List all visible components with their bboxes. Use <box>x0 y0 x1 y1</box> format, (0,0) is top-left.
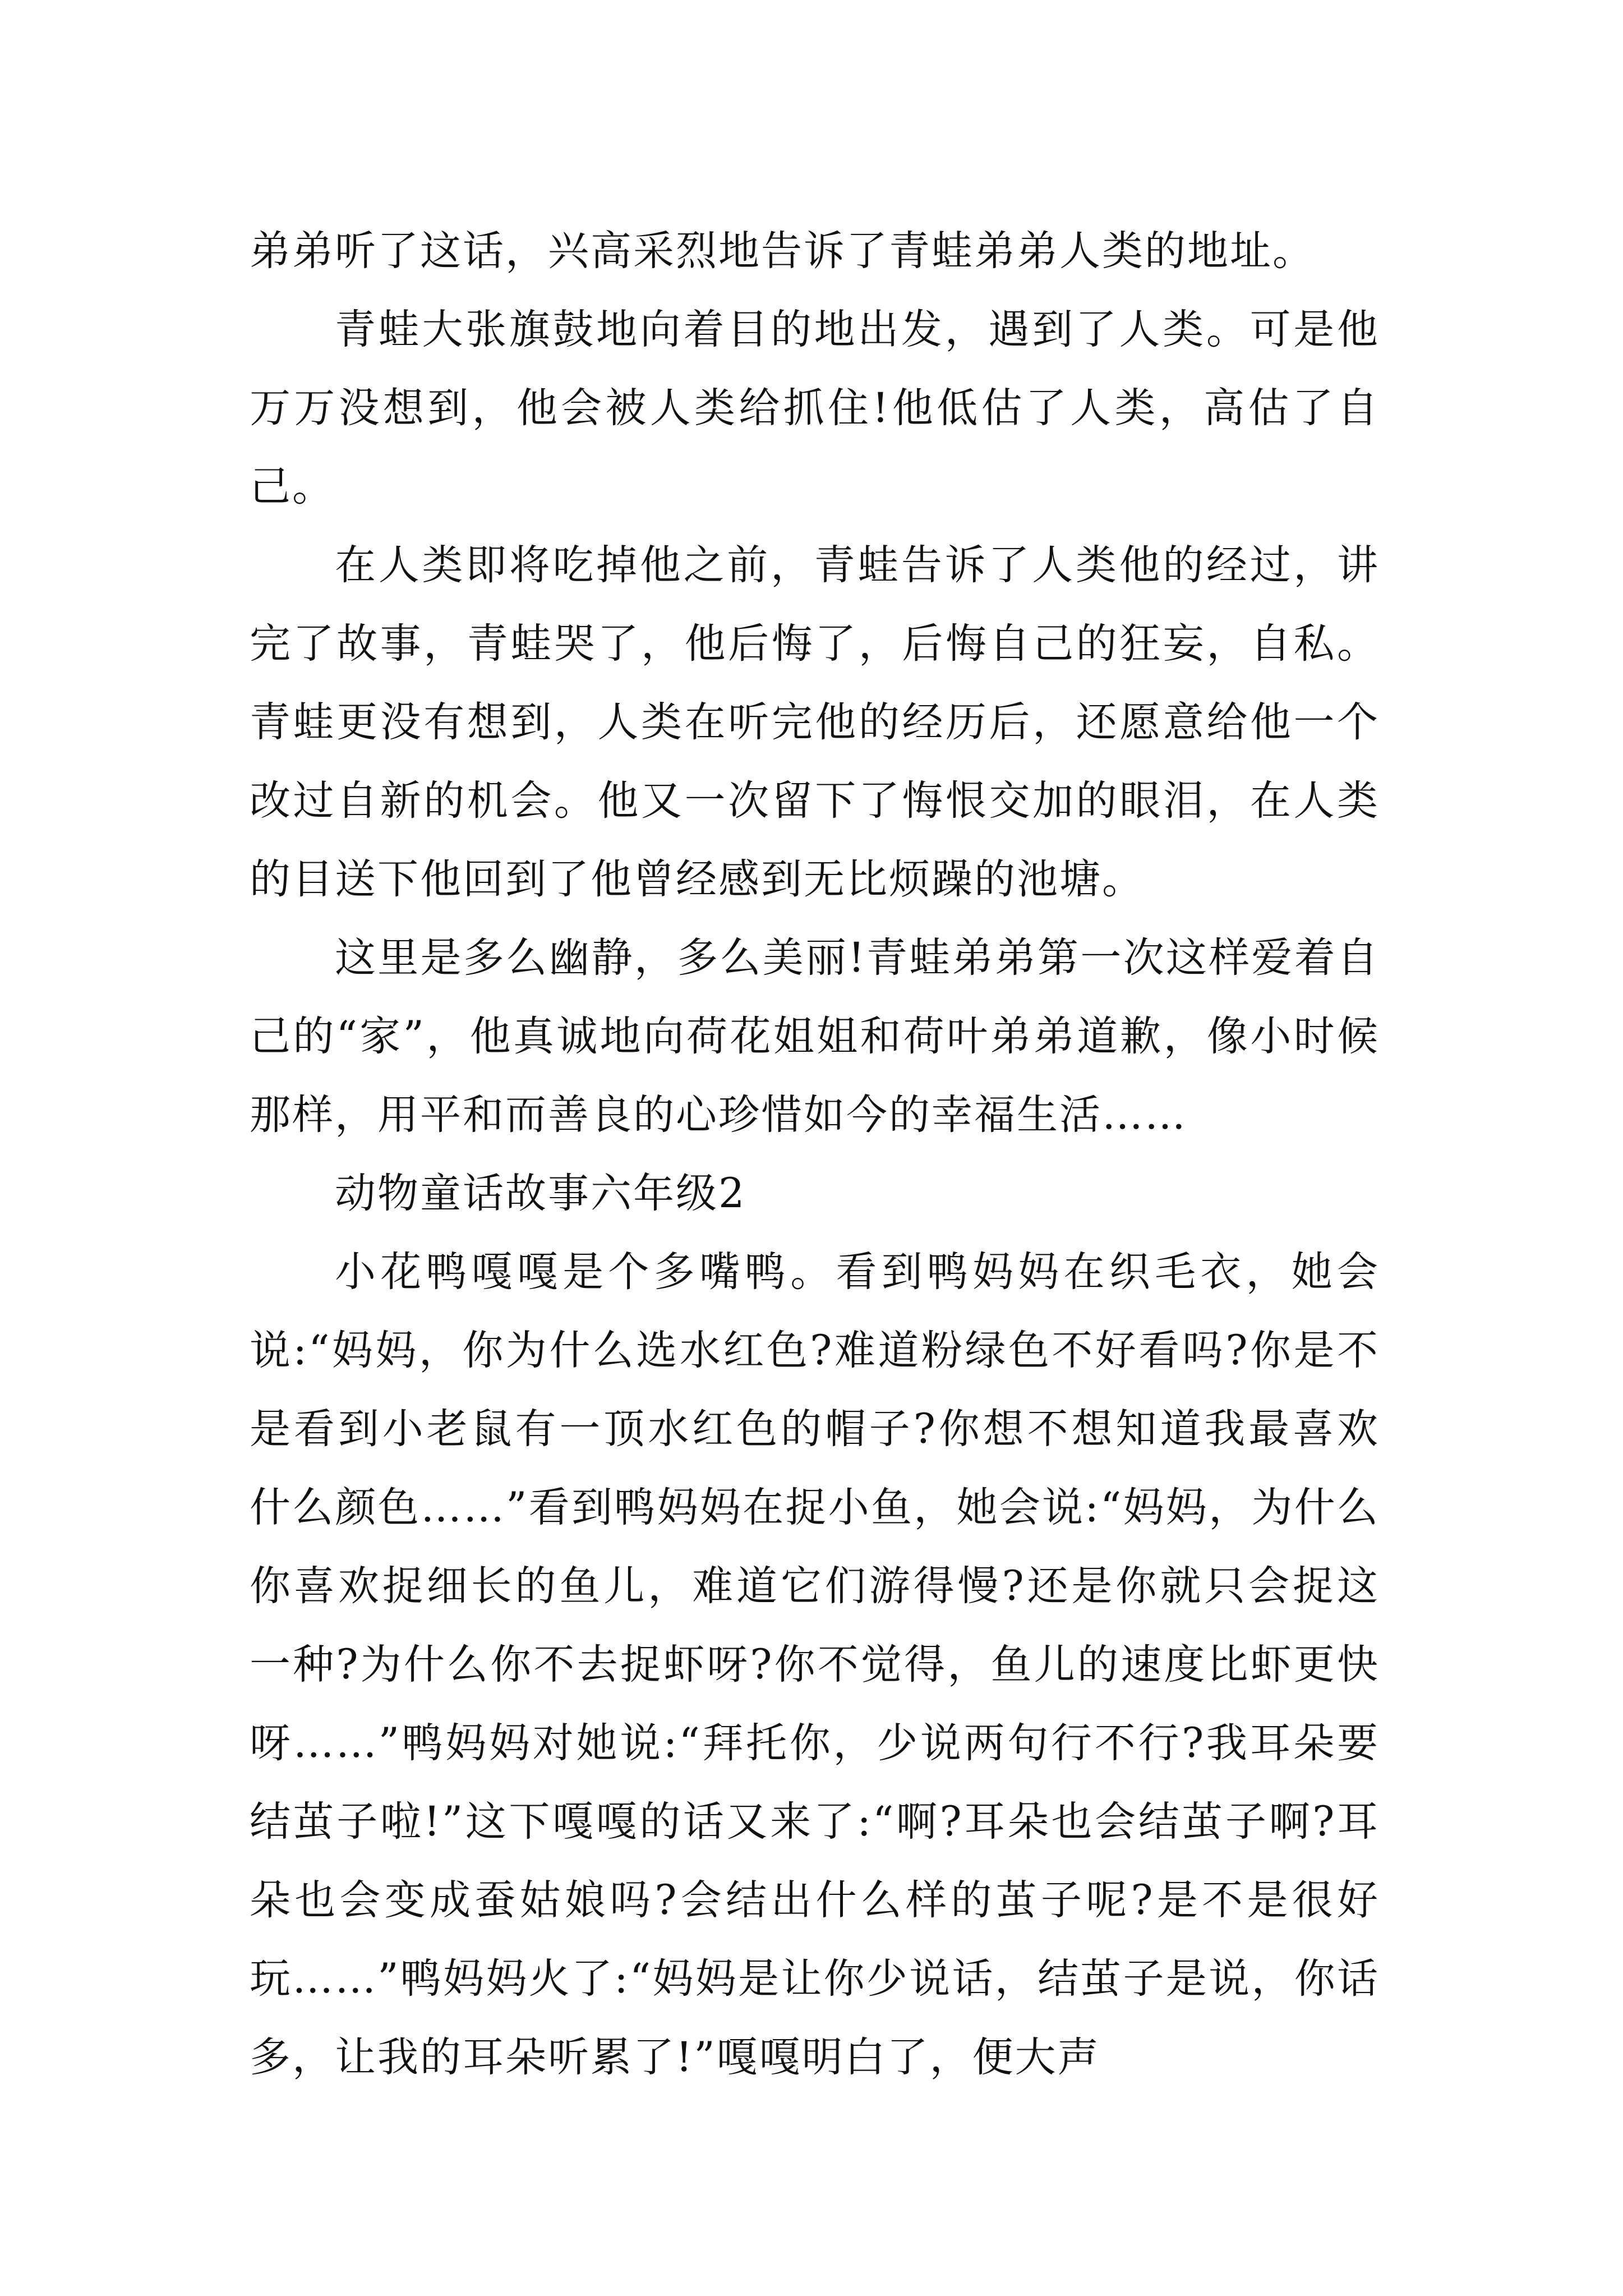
paragraph-continuation: 弟弟听了这话，兴高采烈地告诉了青蛙弟弟人类的地址。 <box>250 227 1315 275</box>
paragraph: 小花鸭嘎嘎是个多嘴鸭。看到鸭妈妈在织毛衣，她会说:“妈妈，你为什么选水红色?难道粉绿色不好看吗?你是不是看到小老鼠有一顶水红色的帽子?你想不想知道我最喜欢什么颜色……”看到鸭妈妈在捉小鱼，她会说:“妈妈，为什么你喜欢捉细长的鱼儿，难道它们游得慢?还是你就只会捉这一种?为什么你不去捉虾呀?你不觉得，鱼儿的速度比虾更快呀……”鸭妈妈对她说:“拜托你，少说两句行不行?我耳朵要结茧子啦!”这下嘎嘎的话又来了:“啊?耳朵也会结茧子啊?耳朵也会变成蚕姑娘吗?会结出什么样的茧子呢?是不是很好玩……”鸭妈妈火了:“妈妈是让你少说话，结茧子是说，你话多，让我的耳朵听累了!”嘎嘎明白了，便大声 <box>250 1248 1380 2081</box>
document-body <box>250 212 1380 2097</box>
paragraph: 在人类即将吃掉他之前，青蛙告诉了人类他的经过，讲完了故事，青蛙哭了，他后悔了，后悔自己的狂妄，自私。青蛙更没有想到，人类在听完他的经历后，还愿意给他一个改过自新的机会。他又一次留下了悔恨交加的眼泪，在人类的目送下他回到了他曾经感到无比烦躁的池塘。 <box>250 541 1380 903</box>
paragraph: 青蛙大张旗鼓地向着目的地出发，遇到了人类。可是他万万没想到，他会被人类给抓住!他低估了人类，高估了自己。 <box>250 306 1380 510</box>
paragraph: 这里是多么幽静，多么美丽!青蛙弟弟第一次这样爱着自己的“家”，他真诚地向荷花姐姐和荷叶弟弟道歉，像小时候那样，用平和而善良的心珍惜如今的幸福生活…… <box>250 934 1380 1139</box>
section-heading: 动物童话故事六年级2 <box>335 1170 746 1217</box>
